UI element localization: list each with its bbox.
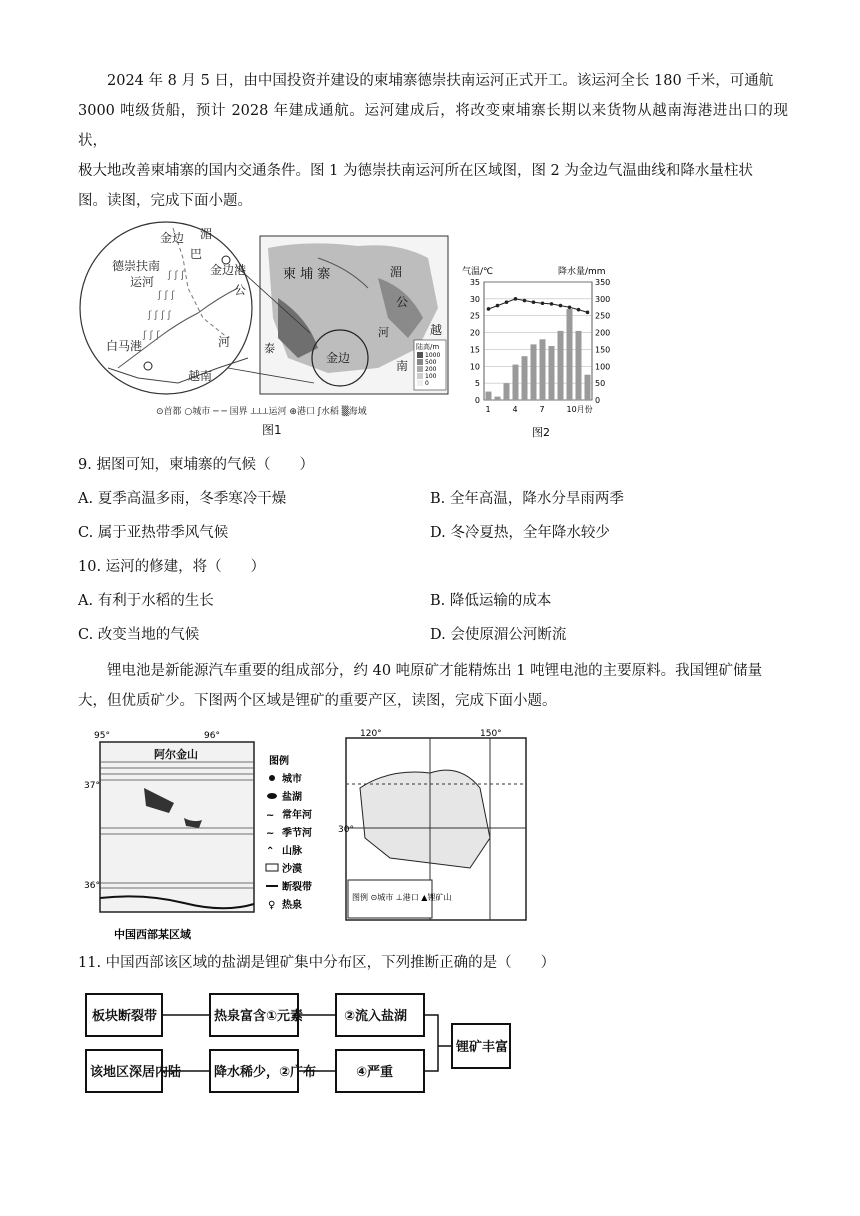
map4-legend: 图例 ⊙城市 ⊥港口 ▲锂矿山 [352, 893, 452, 902]
inset-label-dechong: 德崇扶南 [112, 259, 161, 273]
svg-text:ʃ ʃ ʃ ʃ: ʃ ʃ ʃ ʃ [148, 310, 171, 321]
main-label-he: 河 [378, 326, 389, 339]
inset-label-jinbian: 金边 [160, 231, 185, 245]
chart-left-tick: 5 [474, 379, 480, 389]
precipitation-bar [522, 356, 528, 400]
question-10-stem: 10. 运河的修建，将（ ） [78, 559, 266, 575]
figure-1 [78, 218, 458, 440]
map3-legend-mountain: 山脉 [282, 846, 302, 857]
mountain-label: 阿尔金山 [154, 748, 198, 761]
svg-text:ʃ ʃ ʃ: ʃ ʃ ʃ [158, 290, 175, 301]
chart-left-tick: 30 [469, 294, 480, 304]
inset-label-gong: 公 [234, 283, 247, 297]
inset-label-canal: 运河 [130, 275, 155, 289]
precipitation-bar [549, 346, 555, 400]
main-label-thai: 泰 [264, 342, 275, 355]
china-west-map-svg [84, 728, 332, 944]
river-icon: ~ [266, 810, 275, 821]
temperature-point [505, 300, 509, 304]
map3-lat1: 37° [84, 781, 100, 791]
chart-left-tick: 35 [469, 278, 480, 287]
figure-1-caption: 图1 [262, 423, 282, 437]
chart-x-tick: 4 [512, 405, 518, 414]
intro-paragraph-2 [78, 656, 788, 716]
main-label-mei: 湄 [390, 265, 403, 279]
chart-right-tick: 350 [595, 278, 611, 287]
question-11-stem: 11. 中国西部该区域的盐湖是锂矿集中分布区，下列推断正确的是（ ） [78, 955, 556, 971]
question-9-stem: 9. 据图可知，柬埔寨的气候（ ） [78, 457, 314, 473]
chart-right-tick: 100 [595, 362, 611, 372]
map3-legend-fault: 断裂带 [282, 882, 312, 893]
flow-text-6: ④严重 [356, 1065, 394, 1080]
chart-left-title: 气温/℃ [462, 267, 494, 277]
temperature-point [577, 308, 581, 312]
temperature-point [496, 304, 500, 308]
inset-label-port: 金边港 [210, 263, 247, 277]
figure-2 [462, 262, 622, 442]
legend-elev-1000: 1000 [425, 352, 441, 359]
precipitation-bar [486, 392, 492, 400]
intro2-line1: 锂电池是新能源汽车重要的组成部分，约 40 吨原矿才能精炼出 1 吨锂电池的主要原料。我国锂矿储量 [107, 663, 763, 679]
q9-option-c[interactable]: C. 属于亚热带季风气候 [78, 525, 229, 541]
china-west-map [84, 728, 332, 944]
australia-map-svg [340, 728, 532, 924]
inset-label-ba: 巴 [190, 247, 203, 261]
map3-lon1: 95° [94, 731, 110, 741]
map4-lon1: 120° [360, 729, 382, 739]
q10-option-c[interactable]: C. 改变当地的气候 [78, 627, 200, 643]
figure-1-map [78, 218, 458, 440]
map3-legend-river: 常年河 [282, 810, 312, 821]
legend-elev-title: 陆高/m [416, 343, 440, 351]
map3-legend-saltlake: 盐湖 [282, 792, 302, 803]
chart-x-tick: 1 [485, 405, 491, 414]
q10-option-d[interactable]: D. 会使原湄公河断流 [430, 627, 567, 643]
chart-left-tick: 25 [469, 311, 480, 321]
legend-elev-100: 100 [425, 373, 437, 380]
temperature-point [487, 307, 491, 311]
intro-paragraph-1 [78, 66, 788, 216]
chart-x-tick: 7 [539, 405, 545, 414]
map3-lat2: 36° [84, 881, 100, 891]
chart-right-title: 降水量/mm [558, 267, 606, 277]
chart-right-tick: 300 [595, 294, 611, 304]
chart-right-tick: 200 [595, 328, 611, 338]
precipitation-bar [585, 375, 591, 400]
intro1-line3: 极大地改善柬埔寨的国内交通条件。图 1 为德崇扶南运河所在区域图，图 2 为金边气温曲线和降水量柱状 [78, 163, 753, 179]
map3-legend-desert: 沙漠 [282, 864, 302, 875]
inset-label-he: 河 [218, 335, 231, 349]
main-label-nan: 南 [396, 359, 409, 373]
precipitation-bar [531, 344, 537, 400]
main-label-cambodia: 柬 埔 寨 [283, 267, 331, 282]
figure-1-legend: ⊙首都 ○城市 ─ ─ 国界 ⟂⟂⟂运河 ⊕港口 ʃ水稻 ▒海域 [156, 407, 367, 417]
svg-text:ʃ ʃ ʃ: ʃ ʃ ʃ [143, 330, 160, 341]
flowchart-svg [82, 988, 522, 1100]
flow-text-4: 该地区深居内陆 [90, 1065, 182, 1080]
seasonal-river-icon: ~ [266, 828, 275, 839]
map3-legend-seasonal: 季节河 [282, 828, 312, 839]
temperature-point [568, 305, 572, 309]
precipitation-bar [558, 331, 564, 400]
q9-option-d[interactable]: D. 冬冷夏热，全年降水较少 [430, 525, 610, 541]
q9-option-a[interactable]: A. 夏季高温多雨，冬季寒冷干燥 [78, 491, 287, 507]
temperature-point [523, 299, 527, 303]
temperature-line [489, 299, 588, 312]
chart-right-tick: 0 [595, 396, 601, 405]
chart-left-tick: 10 [469, 362, 480, 372]
map3-legend-title: 图例 [269, 756, 289, 767]
flow-text-2: 热泉富含①元素 [214, 1009, 304, 1024]
hotspring-icon: ♀ [268, 900, 276, 911]
inset-label-baima: 白马港 [106, 339, 143, 353]
temperature-point [514, 297, 518, 301]
flowchart [82, 988, 522, 1100]
flow-text-5: 降水稀少，②广布 [214, 1065, 317, 1080]
australia-map [340, 728, 532, 924]
map3-legend-hotspring: 热泉 [282, 900, 302, 911]
desert-icon [266, 864, 278, 871]
precipitation-bar [504, 383, 510, 400]
inset-label-mei: 湄 [200, 227, 213, 241]
chart-x-tick: 10月份 [566, 405, 593, 414]
precipitation-bar [513, 365, 519, 400]
main-label-yue: 越 [430, 323, 443, 337]
main-label-gong: 公 [396, 295, 409, 309]
flow-text-1: 板块断裂带 [92, 1009, 158, 1024]
precipitation-bar [567, 309, 573, 400]
intro1-line1: 2024 年 8 月 5 日，由中国投资并建设的柬埔寨德崇扶南运河正式开工。该运河全长 180 千米，可通航 [107, 73, 774, 89]
q10-option-b[interactable]: B. 降低运输的成本 [430, 593, 552, 609]
figure-2-caption: 图2 [532, 426, 550, 439]
legend-elev-0: 0 [425, 380, 429, 387]
legend-elev-200: 200 [425, 366, 437, 373]
intro1-line4: 图。读图，完成下面小题。 [78, 193, 252, 209]
chart-left-tick: 15 [469, 345, 480, 355]
intro2-line2: 大，但优质矿少。下图两个区域是锂矿的重要产区，读图，完成下面小题。 [78, 693, 557, 709]
chart-left-tick: 20 [469, 328, 480, 338]
q10-option-a[interactable]: A. 有利于水稻的生长 [78, 593, 214, 609]
precipitation-bar [495, 397, 501, 400]
map4-lat1: 30° [338, 825, 354, 835]
chart-right-tick: 150 [595, 345, 611, 355]
chart-right-tick: 50 [595, 379, 606, 389]
map4-lon2: 150° [480, 729, 502, 739]
precipitation-bar [540, 339, 546, 400]
salt-lake-icon [267, 793, 277, 799]
legend-elev-500: 500 [425, 359, 437, 366]
chart-left-tick: 0 [474, 396, 480, 405]
flow-text-7: 锂矿丰富 [456, 1040, 509, 1055]
city-icon [269, 775, 275, 781]
climate-chart [462, 262, 622, 442]
map3-lon2: 96° [204, 731, 220, 741]
intro1-line2: 3000 吨级货船，预计 2028 年建成通航。运河建成后，将改变柬埔寨长期以来货物从越南海港进出口的现状， [78, 103, 788, 149]
temperature-point [550, 302, 554, 306]
temperature-point [586, 311, 590, 315]
china-west-map-caption: 中国西部某区域 [114, 928, 191, 941]
precipitation-bar [576, 331, 582, 400]
svg-text:ʃ ʃ ʃ: ʃ ʃ ʃ [168, 270, 185, 281]
q9-option-b[interactable]: B. 全年高温，降水分旱雨两季 [430, 491, 624, 507]
inset-label-yuenan: 越南 [188, 369, 213, 383]
main-label-jinbian: 金边 [326, 351, 351, 365]
map3-legend-city: 城市 [282, 774, 302, 785]
temperature-point [559, 304, 563, 308]
chart-right-tick: 250 [595, 311, 611, 321]
flow-text-3: ②流入盐湖 [344, 1009, 408, 1024]
mountain-icon: ⌃ [266, 846, 275, 857]
temperature-point [541, 301, 545, 305]
temperature-point [532, 300, 536, 304]
